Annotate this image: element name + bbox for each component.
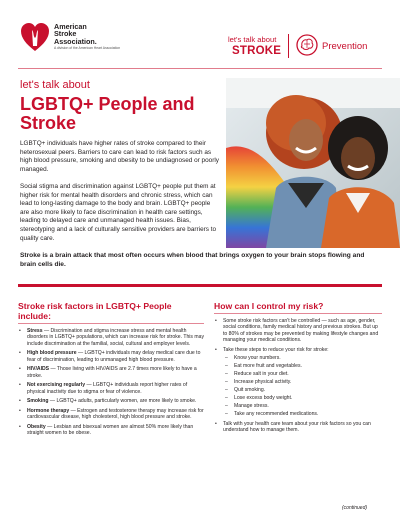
- list-item: • Take these steps to reduce your risk for stroke: – Know your numbers. – Eat more fruit and vegetables. – Reduce salt in your diet. – Increase physical activity. – Quit smoking. – Lose excess body weight. – Manage stress. – Take any recommended medications.: [214, 347, 382, 418]
- logo-subtext: A division of the American Heart Association: [54, 46, 121, 50]
- list-item: • Not exercising regularly — LGBTQ+ individuals report higher rates of physical inactivity due to stigma or fear of violence.: [18, 382, 204, 395]
- info-box: [18, 284, 382, 512]
- list-item: • Smoking — LGBTQ+ adults, particularly women, are more likely to smoke.: [18, 398, 204, 404]
- risk-factors-rule: [18, 323, 204, 324]
- hero-photo: [226, 78, 400, 248]
- eyebrow: let's talk about: [20, 79, 90, 91]
- risk-factors-list: [18, 328, 204, 437]
- list-item: • Stress — Discrimination and stigma increase stress and mental health disorders in LGBTQ+ populations, which can increase risk for stroke. This may include discrimination at the familial, social, cultural and employer levels.: [18, 328, 204, 347]
- step-item: – Increase physical activity.: [223, 379, 382, 385]
- page-header: [0, 0, 400, 64]
- header-stroke: STROKE: [232, 45, 282, 57]
- header-divider: [288, 34, 289, 58]
- stroke-definition: Stroke is a brain attack that most often occurs when blood that brings oxygen to your brain stops flowing and brain cells die.: [20, 252, 365, 268]
- control-risk-title: How can I control my risk?: [214, 301, 324, 311]
- brain-icon: [296, 34, 318, 56]
- step-item: – Lose excess body weight.: [223, 395, 382, 401]
- page-title: LGBTQ+ People and Stroke: [20, 94, 195, 133]
- step-item: – Reduce salt in your diet.: [223, 371, 382, 377]
- step-item: – Take any recommended medications.: [223, 411, 382, 417]
- list-item: • Some stroke risk factors can't be controlled — such as age, gender, social conditions, family medical history and previous strokes. But up to 80% of strokes may be prevented by making lifestyle changes and managing your medical conditions.: [214, 318, 382, 344]
- intro-paragraph-2: Social stigma and discrimination against LGBTQ+ people put them at higher risk for mental health disorders and chronic stress, which can lead to long-lasting damage to the body and brain. LGBTQ+ people are also more likely to face discrimination in health care settings, leading to delayed care and unmanaged health issues. Bias, stereotyping and a lack of culturally sensitive providers are barriers to quality care.: [20, 183, 217, 242]
- step-item: – Manage stress.: [223, 403, 382, 409]
- intro-paragraph-1: LGBTQ+ individuals have higher rates of stroke compared to their heterosexual peers. Barriers to care can lead to risk factors such as high blood pressure, smoking and obesity to be undiagnosed or poorly managed.: [20, 140, 219, 173]
- header-prevention: Prevention: [322, 41, 368, 52]
- logo-text: American Stroke Association.: [54, 22, 97, 46]
- list-item: • HIV/AIDS — Those living with HIV/AIDS are 2.7 times more likely to have a stroke.: [18, 366, 204, 379]
- heart-torch-icon: [20, 22, 50, 54]
- header-talk-about: let's talk about: [228, 35, 277, 44]
- control-risk-rule: [214, 313, 382, 314]
- control-risk-list: [214, 318, 382, 434]
- continued-note: (continued): [342, 505, 368, 511]
- list-item: • High blood pressure — LGBTQ+ individuals may delay medical care due to fear of discrimination, leading to unmanaged high blood pressure.: [18, 350, 204, 363]
- steps-list: [223, 355, 382, 417]
- risk-factors-column: [18, 301, 204, 440]
- step-item: – Know your numbers.: [223, 355, 382, 361]
- header-rule: [18, 68, 382, 69]
- control-risk-column: [214, 301, 382, 437]
- step-item: – Eat more fruit and vegetables.: [223, 363, 382, 369]
- list-item: • Hormone therapy — Estrogen and testosterone therapy may increase risk for cardiovascular disease, high cholesterol, high blood pressure and stroke.: [18, 408, 204, 421]
- list-item: • Obesity — Lesbian and bisexual women are almost 50% more likely than straight women to be obese.: [18, 424, 204, 437]
- list-item: • Talk with your health care team about your risk factors so you can understand how to manage them.: [214, 421, 382, 434]
- risk-factors-title: Stroke risk factors in LGBTQ+ People include:: [18, 301, 172, 321]
- step-item: – Quit smoking.: [223, 387, 382, 393]
- asa-logo[interactable]: [20, 22, 180, 62]
